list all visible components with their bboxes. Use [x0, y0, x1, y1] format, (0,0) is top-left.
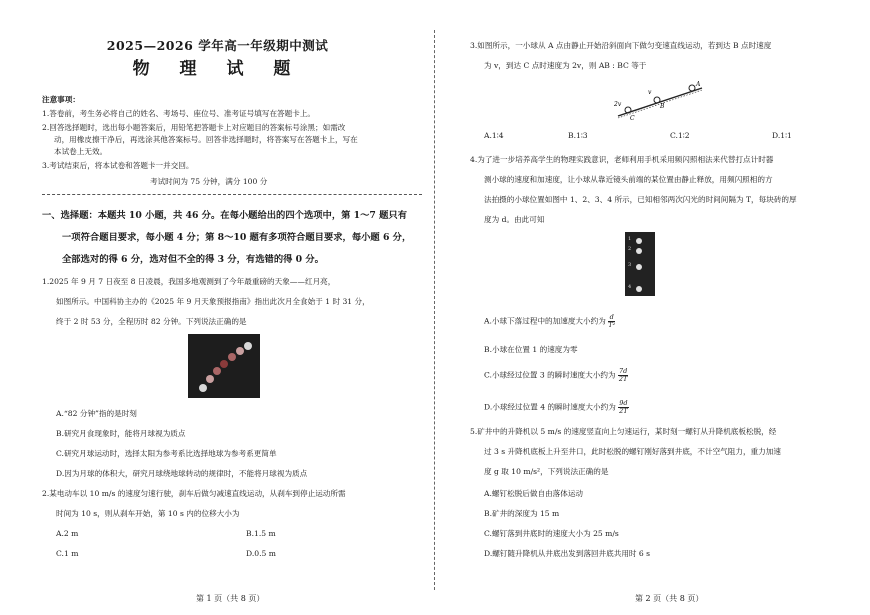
note-line: 动，用橡皮擦干净后，再选涂其他答案标号。回答非选择题时，将答案写在答题卡上，写在 [54, 135, 358, 144]
question-3-stem: 3.如图所示，一小球从 A 点由静止开始沿斜面向下做匀变速直线运动，若到达 B 点时速度 [470, 41, 772, 50]
question-1-option: A.“82 分钟”指的是时刻 [56, 409, 137, 418]
question-2-option: A.2 m [56, 529, 79, 538]
question-1-stem: 1.2025 年 9 月 7 日夜至 8 日凌晨，我国多地观测到了今年最重磅的天象——红月亮， [42, 277, 336, 286]
fig-label: A [696, 81, 701, 88]
divider [42, 194, 422, 195]
question-2-stem: 时间为 10 s，则从刹车开始，第 10 s 内的位移大小为 [56, 509, 240, 518]
question-4-stem: 法拍摄的小球位置如图中 1、2、3、4 所示，已知相邻两次闪光的时间间隔为 T，每块砖的厚 [484, 195, 797, 204]
ball-position [636, 248, 642, 254]
question-4-option: A.小球下落过程中的加速度大小约为 $\frac{d}{\text{T²}}$ [484, 313, 616, 329]
note-line: 1.答卷前，考生务必将自己的姓名、考场号、座位号、准考证号填写在答题卡上。 [42, 109, 316, 118]
question-1-option: D.因为月球的体积大，研究月球绕地球转动的规律时，不能将月球视为质点 [56, 469, 308, 478]
exam-time: 考试时间为 75 分钟，满分 100 分 [150, 177, 268, 186]
section-heading: 一项符合题目要求，每小题 4 分；第 8～10 题有多项符合题目要求，每小题 6 分， [62, 232, 412, 243]
notes-heading: 注意事项： [42, 95, 80, 104]
question-3-option: C.1∶2 [670, 131, 690, 140]
section-heading: 全部选对的得 6 分，选对但不全的得 3 分，有选错的得 0 分。 [62, 254, 324, 265]
fig-label: 2v [614, 101, 622, 108]
question-5-option: A.螺钉松脱后做自由落体运动 [484, 489, 584, 498]
question-2-option: C.1 m [56, 549, 79, 558]
note-line: 3.考试结束后，将本试卷和答题卡一并交回。 [42, 161, 194, 170]
position-label: 2 [628, 246, 632, 252]
question-3-stem: 为 v，到达 C 点时速度为 2v，则 AB : BC 等于 [484, 61, 647, 70]
fig-label: v [648, 89, 652, 96]
question-4-option: D.小球经过位置 4 的瞬时速度大小约为 $\frac{9d}{2T}$ [484, 399, 628, 415]
question-4-option: B.小球在位置 1 的速度为零 [484, 345, 578, 354]
moon-phase [236, 347, 244, 355]
question-3-option: A.1∶4 [484, 131, 504, 140]
ball-position [636, 286, 642, 292]
question-5-stem: 度 g 取 10 m/s²，下列说法正确的是 [484, 467, 609, 476]
question-5-option: D.螺钉随升降机从井底出发到落回井底共用时 6 s [484, 549, 651, 558]
moon-phase [244, 342, 252, 350]
question-2-option: D.0.5 m [246, 549, 276, 558]
exam-title: 2025—2026 学年高一年级期中测试 [106, 38, 329, 53]
question-4-stem: 测小球的速度和加速度，让小球从靠近镜头前端的某位置由静止释放，用频闪照相的方 [484, 175, 773, 184]
question-2-option: B.1.5 m [246, 529, 276, 538]
moon-phase [220, 360, 228, 368]
question-4-stem: 4.为了进一步培养高学生的物理实践意识，老师利用手机采用频闪照相法来代替打点计时器 [470, 155, 774, 164]
subject-title: 物 理 试 题 [132, 59, 303, 79]
fraction: $\frac{7d}{2T}$ [618, 367, 628, 383]
fraction: $\frac{d}{\text{T²}}$ [608, 313, 616, 329]
note-line: 2.回答选择题时，选出每小题答案后，用铅笔把答题卡上对应题目的答案标号涂黑；如需改 [42, 123, 346, 132]
moon-phase [213, 367, 221, 375]
question-5-stem: 5.矿井中的升降机以 5 m/s 的速度竖直向上匀速运行，某时刻一螺钉从升降机底板松脱，经 [470, 427, 777, 436]
question-1-option: C.研究月球运动时，选择太阳为参考系比选择地球为参考系更简单 [56, 449, 277, 458]
question-5-stem: 过 3 s 升降机底板上升至井口，此时松脱的螺钉刚好落到井底，不计空气阻力，重力加速 [484, 447, 781, 456]
ball-position [636, 238, 642, 244]
question-5-option: B.矿井的深度为 15 m [484, 509, 560, 518]
question-1-stem: 终于 2 时 53 分，全程历时 82 分钟。下列说法正确的是 [56, 317, 247, 326]
incline-figure [612, 80, 704, 122]
question-1-stem: 如图所示。中国科协主办的《2025 年 9 月天象预报指南》指出此次月全食始于 1 时 31 分， [56, 297, 370, 306]
question-3-option: B.1∶3 [568, 131, 588, 140]
lunar-eclipse-photo [188, 334, 260, 398]
moon-phase [199, 384, 207, 392]
question-4-stem: 度为 d。由此可知 [484, 215, 545, 224]
question-1-option: B.研究月食现象时，能将月球视为质点 [56, 429, 186, 438]
moon-phase [228, 353, 236, 361]
section-heading: 一、选择题：本题共 10 小题，共 46 分。在每小题给出的四个选项中，第 1～7 题只有 [42, 210, 408, 221]
question-2-stem: 2.某电动车以 10 m/s 的速度匀速行驶，刹车后做匀减速直线运动，从刹车到停止运动所需 [42, 489, 346, 498]
question-5-option: C.螺钉落到井底时的速度大小为 25 m/s [484, 529, 619, 538]
page-footer: 第 1 页（共 8 页） [196, 594, 265, 603]
fraction: $\frac{9d}{2T}$ [619, 399, 628, 415]
ball-position [636, 264, 642, 270]
fig-label: C [630, 115, 635, 122]
page-footer: 第 2 页（共 8 页） [635, 594, 704, 603]
question-4-option: C.小球经过位置 3 的瞬时速度大小约为 $\frac{7d}{2T}$ [484, 367, 628, 383]
position-label: 3 [628, 262, 632, 268]
strobe-photo [625, 232, 655, 296]
ball-at-A [689, 85, 695, 91]
note-line: 本试卷上无效。 [54, 147, 108, 156]
position-label: 4 [628, 284, 632, 290]
fig-label: B [660, 103, 665, 110]
question-3-option: D.1∶1 [772, 131, 792, 140]
position-label: 1 [628, 236, 632, 242]
moon-phase [206, 375, 214, 383]
